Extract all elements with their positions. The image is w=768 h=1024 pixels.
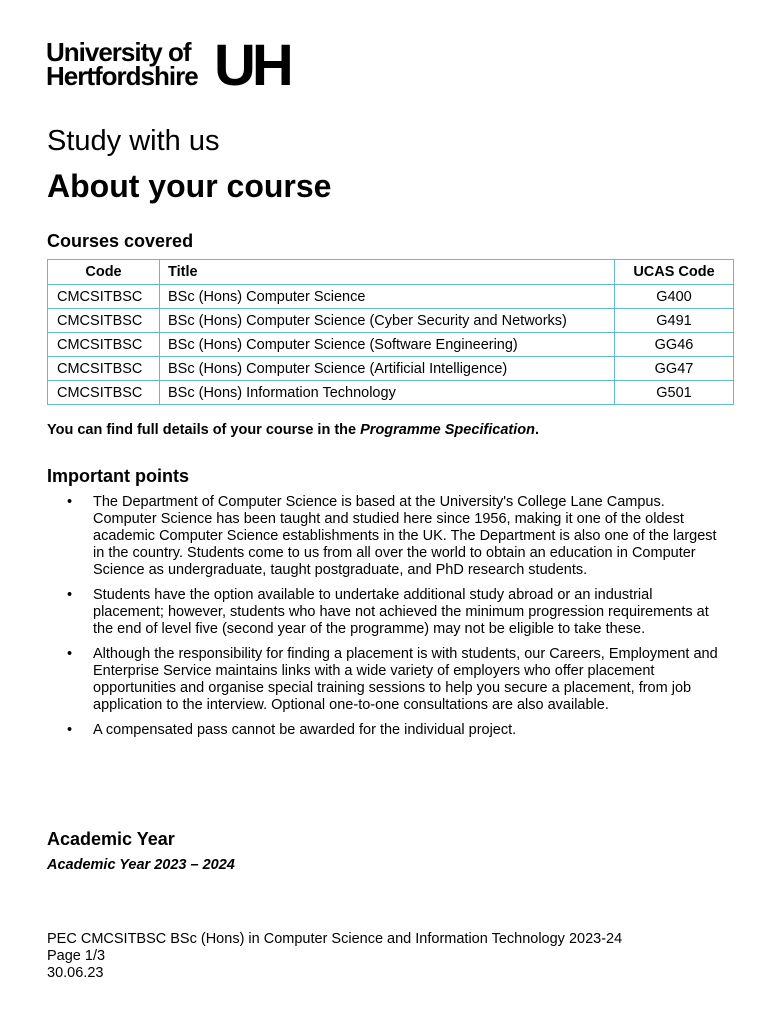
cell-title: BSc (Hons) Computer Science (Artificial Intelligence)	[160, 357, 615, 381]
logo-wordmark	[46, 37, 198, 91]
logo-mark: UH	[214, 33, 290, 98]
footer-date: 30.06.23	[47, 965, 104, 981]
cell-code: CMCSITBSC	[48, 333, 160, 357]
programme-specification-link: Programme Specification	[360, 422, 535, 438]
logo-line-1: University of	[46, 37, 191, 67]
list-item	[47, 494, 727, 579]
column-header-code: Code	[48, 260, 160, 285]
column-header-title: Title	[160, 260, 615, 285]
cell-ucas: G400	[615, 285, 734, 309]
cell-code: CMCSITBSC	[48, 357, 160, 381]
list-item	[47, 722, 727, 739]
table-row	[48, 381, 734, 405]
column-header-ucas: UCAS Code	[615, 260, 734, 285]
footer-document-id: PEC CMCSITBSC BSc (Hons) in Computer Science and Information Technology 2023-24	[47, 931, 623, 947]
table-header-row	[48, 260, 734, 285]
courses-table	[47, 259, 734, 405]
cell-ucas: GG47	[615, 357, 734, 381]
academic-year-heading: Academic Year	[47, 829, 175, 849]
cell-ucas: GG46	[615, 333, 734, 357]
footer-page-number: Page 1/3	[47, 948, 106, 964]
important-points-heading: Important points	[47, 466, 189, 486]
page-footer	[47, 931, 622, 982]
cell-code: CMCSITBSC	[48, 381, 160, 405]
logo-line-2: Hertfordshire	[46, 61, 198, 91]
list-item	[47, 646, 727, 714]
spec-suffix: .	[534, 422, 540, 438]
list-item-text: Students have the option available to undertake additional study abroad or an industrial placement; however, students who have not achieved the minimum progression requirements at the end of level five (second year of the programme) may not be eligible to take these.	[93, 587, 709, 637]
table-row	[48, 357, 734, 381]
cell-title: BSc (Hons) Computer Science	[160, 285, 615, 309]
cell-ucas: G501	[615, 381, 734, 405]
page-title: About your course	[47, 168, 332, 204]
cell-code: CMCSITBSC	[48, 309, 160, 333]
table-row	[48, 285, 734, 309]
cell-title: BSc (Hons) Information Technology	[160, 381, 615, 405]
cell-code: CMCSITBSC	[48, 285, 160, 309]
bullet-icon: •	[67, 646, 73, 662]
academic-year-value: Academic Year 2023 – 2024	[47, 857, 235, 873]
spec-prefix: You can find full details of your course in the	[47, 422, 361, 438]
list-item-text: Although the responsibility for finding a placement is with students, our Careers, Employment and Enterprise Service maintains links with a wide variety of employers who offer placement opportunities and organise special training sessions to help you secure a placement, from job application to the interview. Optional one-to-one consultations are also available.	[93, 646, 718, 713]
page-kicker: Study with us	[47, 125, 220, 157]
list-item-text: The Department of Computer Science is based at the University's College Lane Campus. Computer Science has been taught and studied here since 1956, making it one of the oldest academic Computer Science establishments in the UK. The Department is also one of the largest in the country. Students come to us from all over the world to obtain an education in Computer Science as undergraduate, taught postgraduate, and PhD research students.	[93, 494, 717, 578]
bullet-icon: •	[67, 722, 73, 738]
cell-title: BSc (Hons) Computer Science (Software Engineering)	[160, 333, 615, 357]
cell-ucas: G491	[615, 309, 734, 333]
courses-covered-heading: Courses covered	[47, 231, 194, 251]
cell-title: BSc (Hons) Computer Science (Cyber Security and Networks)	[160, 309, 615, 333]
list-item	[47, 587, 727, 638]
programme-spec-note	[47, 422, 539, 438]
bullet-icon: •	[67, 494, 73, 510]
table-row	[48, 309, 734, 333]
bullet-icon: •	[67, 587, 73, 603]
table-row	[48, 333, 734, 357]
important-points-list	[47, 494, 727, 747]
list-item-text: A compensated pass cannot be awarded for the individual project.	[93, 722, 517, 738]
